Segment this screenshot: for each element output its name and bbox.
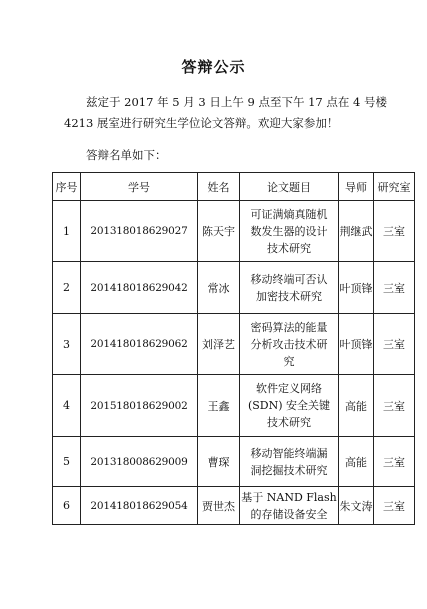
header-no: 序号 (53, 173, 81, 201)
thesis-title-line: (SDN) 安全关键 (247, 399, 331, 412)
cell-name: 贾世杰 (198, 487, 240, 525)
defense-schedule-table (52, 172, 415, 525)
header-student-id: 学号 (81, 173, 198, 201)
thesis-title-line: 软件定义网络 (256, 382, 322, 395)
header-name: 姓名 (198, 173, 240, 201)
cell-lab: 三室 (374, 487, 415, 525)
cell-student-id: 201318018629027 (81, 201, 198, 262)
announcement-line-2: 4213 展室进行研究生学位论文答辩。欢迎大家参加！ (64, 116, 339, 130)
thesis-title-line: 加密技术研究 (256, 289, 322, 303)
thesis-title-line: 技术研究 (267, 241, 311, 255)
cell-thesis-title (240, 375, 339, 437)
cell-no: 4 (53, 375, 81, 437)
thesis-title-line: 移动智能终端漏 (250, 446, 328, 460)
cell-thesis-title (240, 201, 339, 262)
table-row (53, 437, 415, 487)
cell-no: 1 (53, 201, 81, 262)
cell-advisor: 荆继武 (339, 201, 374, 262)
thesis-title-line: 密码算法的能量 (250, 320, 328, 334)
cell-name: 曹琛 (198, 437, 240, 487)
cell-lab: 三室 (374, 437, 415, 487)
cell-name: 常冰 (198, 262, 240, 314)
list-intro: 答辩名单如下： (86, 148, 167, 162)
thesis-title-line: 可证满熵真随机 (250, 207, 328, 221)
cell-no: 3 (53, 314, 81, 375)
table-row (53, 314, 415, 375)
cell-name: 刘泽艺 (198, 314, 240, 375)
announcement-line-1: 兹定于 2017 年 5 月 3 日上午 9 点至下午 17 点在 4 号楼 (86, 95, 388, 109)
cell-advisor: 高能 (339, 375, 374, 437)
cell-thesis-title (240, 437, 339, 487)
thesis-title-line: 究 (283, 354, 295, 368)
cell-student-id: 201418018629042 (81, 262, 198, 314)
thesis-title-line: 数发生器的设计 (250, 224, 328, 238)
cell-no: 5 (53, 437, 81, 487)
cell-lab: 三室 (374, 262, 415, 314)
thesis-title-line: 分析攻击技术研 (250, 337, 328, 351)
cell-thesis-title (240, 487, 339, 525)
cell-name: 王鑫 (198, 375, 240, 437)
cell-lab: 三室 (374, 201, 415, 262)
cell-student-id: 201318008629009 (81, 437, 198, 487)
header-thesis-title: 论文题目 (240, 173, 339, 201)
table-row (53, 262, 415, 314)
thesis-title-line: 基于 NAND Flash (241, 490, 337, 504)
cell-no: 6 (53, 487, 81, 525)
thesis-title-line: 洞挖掘技术研究 (250, 463, 328, 477)
table-row (53, 201, 415, 262)
cell-lab: 三室 (374, 375, 415, 437)
cell-advisor: 高能 (339, 437, 374, 487)
cell-lab: 三室 (374, 314, 415, 375)
table-row (53, 375, 415, 437)
header-lab: 研究室 (374, 173, 415, 201)
cell-advisor: 叶顶锋 (339, 314, 374, 375)
cell-student-id: 201418018629054 (81, 487, 198, 525)
page-title: 答辩公示 (181, 58, 246, 76)
thesis-title-line: 技术研究 (267, 416, 311, 429)
cell-advisor: 叶顶锋 (339, 262, 374, 314)
cell-student-id: 201418018629062 (81, 314, 198, 375)
cell-advisor: 朱文涛 (339, 487, 374, 525)
cell-thesis-title (240, 262, 339, 314)
cell-student-id: 201518018629002 (81, 375, 198, 437)
cell-no: 2 (53, 262, 81, 314)
table-header-row (53, 173, 415, 201)
header-advisor: 导师 (339, 173, 374, 201)
thesis-title-line: 的存储设备安全 (250, 507, 328, 521)
cell-thesis-title (240, 314, 339, 375)
table-row (53, 487, 415, 525)
thesis-title-line: 移动终端可否认 (250, 272, 328, 286)
cell-name: 陈天宇 (198, 201, 240, 262)
